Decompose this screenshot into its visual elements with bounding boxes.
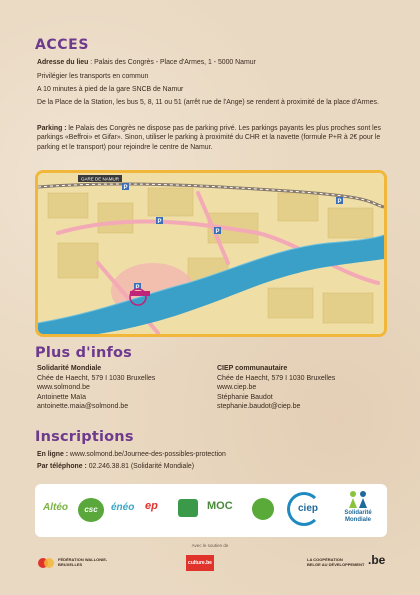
map-label-gare: GARE DE NAMUR bbox=[81, 176, 120, 182]
plus-infos-heading: Plus d'infos bbox=[35, 345, 133, 361]
phone-label: Par téléphone : bbox=[37, 463, 87, 470]
parking-info bbox=[37, 124, 387, 152]
bus-info: De la Place de la Station, les bus 5, 8, 11 ou 51 (arrêt rue de l'Ange) se rendent à proximité de la place d'Armes. bbox=[37, 99, 379, 106]
address-line bbox=[37, 58, 387, 67]
alteo-logo: Altéo bbox=[43, 502, 68, 513]
moc-logo: MOC bbox=[207, 500, 233, 512]
culture-logo: culture.be bbox=[186, 555, 214, 571]
contact-right-person: Stéphanie Baudot bbox=[217, 393, 273, 401]
fwb-logo: FÉDÉRATION WALLONIE-BRUXELLES bbox=[58, 557, 108, 567]
contact-right-web[interactable]: www.ciep.be bbox=[217, 384, 257, 392]
parking-label: Parking : bbox=[37, 125, 67, 132]
map-graphic bbox=[38, 173, 384, 334]
solidarite-mondiale-logo-line1: Solidarité bbox=[344, 510, 372, 516]
svg-text:P: P bbox=[337, 199, 342, 205]
address-label: Adresse du lieu bbox=[37, 59, 89, 66]
contact-right-name: CIEP communautaire bbox=[217, 365, 288, 372]
inscriptions-heading: Inscriptions bbox=[35, 429, 134, 445]
green-partner-logo bbox=[178, 499, 198, 517]
ciep-logo: ciep bbox=[298, 503, 319, 514]
support-label: Avec le soutien de bbox=[191, 543, 229, 548]
contact-ciep bbox=[217, 364, 392, 412]
online-label: En ligne : bbox=[37, 451, 69, 458]
round-partner-logo bbox=[252, 498, 274, 520]
address-value: : Palais des Congrès - Place d'Armes, 1 - 5000 Namur bbox=[88, 59, 256, 66]
contact-left-person: Antoinette Maïa bbox=[37, 393, 87, 401]
online-link[interactable]: www.solmond.be/Journee-des-possibles-protection bbox=[68, 451, 226, 458]
fwb-icon bbox=[38, 556, 54, 570]
phone-registration bbox=[37, 462, 387, 471]
coop-logo-line2: BELGE AU DÉVELOPPEMENT bbox=[307, 562, 365, 567]
csc-logo: csc bbox=[78, 498, 104, 522]
contact-left-email[interactable]: antoinette.maia@solmond.be bbox=[37, 403, 129, 411]
train-info: A 10 minutes à pied de la gare SNCB de Namur bbox=[37, 86, 184, 93]
svg-text:P: P bbox=[157, 219, 162, 225]
acces-heading: ACCES bbox=[35, 37, 90, 53]
contact-solidarite bbox=[37, 364, 212, 412]
phone-value: 02.246.38.81 (Solidarité Mondiale) bbox=[86, 463, 195, 470]
contact-left-web[interactable]: www.solmond.be bbox=[37, 384, 90, 392]
coop-logo-line1: LA COOPÉRATION bbox=[307, 557, 343, 562]
location-map[interactable] bbox=[35, 170, 387, 337]
contact-right-email[interactable]: stephanie.baudot@ciep.be bbox=[217, 403, 301, 411]
partner-logos-bar bbox=[35, 484, 387, 537]
svg-text:P: P bbox=[123, 185, 128, 191]
eneo-logo: énéo bbox=[111, 502, 135, 513]
online-registration bbox=[37, 450, 387, 459]
parking-text: le Palais des Congrès ne dispose pas de parking privé. Les parkings payants les plus proches sont les parkings «Beffroi» et Gifar». Sinon, utiliser le parking à proximité du CHR et la navette (formule P+R à 2€ pour le parking et le transport) pour rejoindre le centre de Namur. bbox=[37, 125, 381, 151]
svg-text:P: P bbox=[215, 229, 220, 235]
transport-advice: Privilégier les transports en commun bbox=[37, 73, 149, 80]
svg-text:P: P bbox=[135, 285, 140, 291]
be-logo: .be bbox=[368, 553, 386, 567]
contact-right-street: Chée de Haecht, 579 I 1030 Bruxelles bbox=[217, 374, 336, 382]
ep-logo: ep bbox=[145, 500, 158, 512]
contact-left-name: Solidarité Mondiale bbox=[37, 365, 102, 372]
solidarite-figures-icon bbox=[347, 490, 369, 508]
solidarite-mondiale-logo-line2: Mondiale bbox=[344, 517, 371, 523]
contact-left-street: Chée de Haecht, 579 I 1030 Bruxelles bbox=[37, 374, 156, 382]
